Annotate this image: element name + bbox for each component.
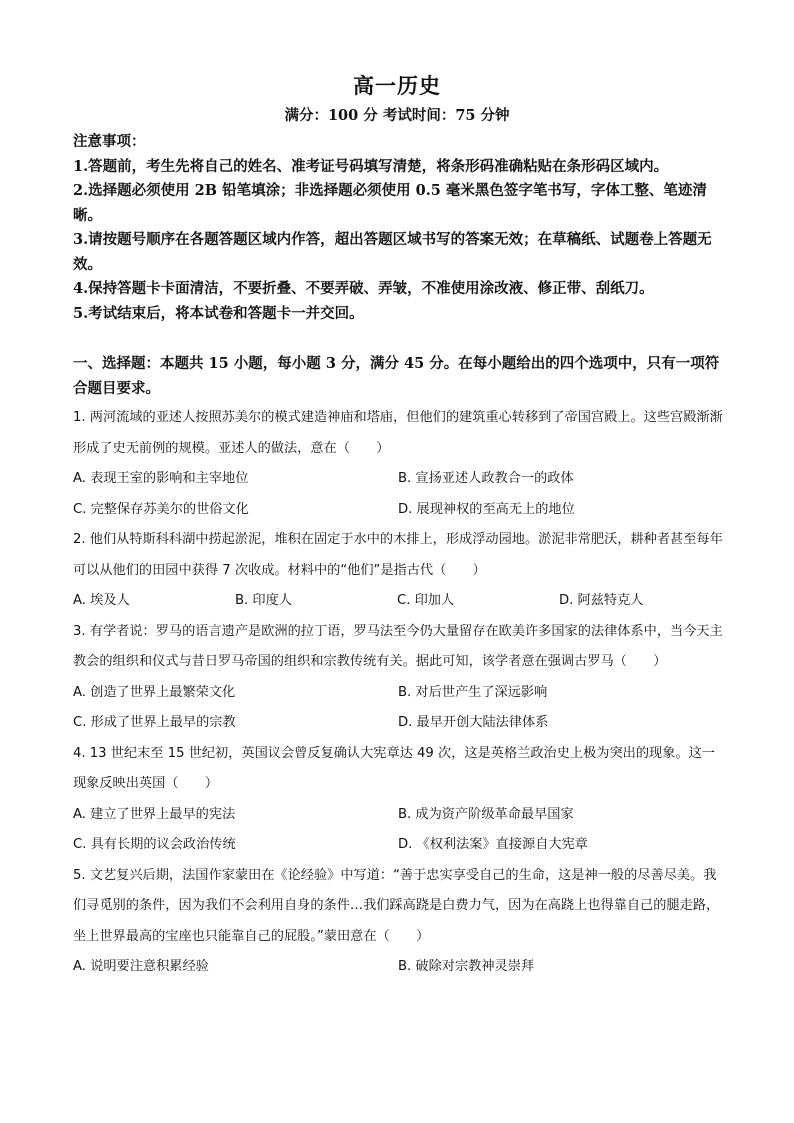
question-stem: 1. 两河流域的亚述人按照苏美尔的模式建造神庙和塔庙，但他们的建筑重心转移到了帝国宫殿上。这些宫殿渐渐形成了史无前例的规模。亚述人的做法，意在（ ） [73, 410, 723, 456]
question-stem: 4. 13 世纪末至 15 世纪初，英国议会曾反复确认大宪章达 49 次，这是英格兰政治史上极为突出的现象。这一现象反映出英国（ ） [73, 745, 715, 791]
note-item: 5.考试结束后，将本试卷和答题卡一并交回。 [73, 304, 364, 322]
questions-list [73, 403, 723, 983]
option-b: B. 破除对宗教神灵崇拜 [398, 959, 535, 974]
question-options [73, 800, 723, 861]
option-d: D. 阿兹特克人 [559, 593, 644, 608]
option-b: B. 印度人 [235, 593, 292, 608]
question-options [73, 464, 723, 525]
notes-block [73, 130, 723, 326]
page-title: 高一历史 [353, 73, 441, 98]
question-options [73, 952, 723, 983]
note-item: 3.请按题号顺序在各题答题区域内作答，超出答题区域书写的答案无效；在草稿纸、试题卷上答题无效。 [73, 231, 712, 273]
note-item: 4.保持答题卡卡面清洁，不要折叠、不要弄破、弄皱，不准使用涂改液、修正带、刮纸刀。 [73, 280, 654, 297]
option-c: C. 形成了世界上最早的宗教 [73, 715, 236, 730]
notes-heading: 注意事项： [73, 133, 146, 150]
question-3 [73, 617, 723, 739]
option-d: D. 展现神权的至高无上的地位 [398, 501, 575, 517]
option-a: A. 创造了世界上最繁荣文化 [73, 684, 236, 700]
option-a: A. 说明要注意积累经验 [73, 959, 209, 974]
option-a: A. 埃及人 [73, 593, 130, 608]
option-b: B. 对后世产生了深远影响 [398, 684, 548, 700]
note-item: 2.选择题必须使用 2B 铅笔填涂；非选择题必须使用 0.5 毫米黑色签字笔书写，字体工整、笔迹清晰。 [73, 182, 707, 224]
question-1 [73, 403, 723, 525]
option-d: D. 最早开创大陆法律体系 [398, 715, 549, 730]
question-options [73, 586, 723, 617]
question-5 [73, 861, 723, 983]
option-a: A. 建立了世界上最早的宪法 [73, 806, 236, 822]
option-c: C. 印加人 [397, 593, 455, 608]
question-4 [73, 739, 723, 861]
question-options [73, 678, 723, 739]
option-b: B. 宣扬亚述人政教合一的政体 [398, 471, 574, 486]
question-stem: 2. 他们从特斯科科湖中捞起淤泥，堆积在固定于水中的木排上，形成浮动园地。淤泥非常肥沃，耕种者甚至每年可以从他们的田园中获得 7 次收成。材料中的“他们”是指古代（ ） [73, 532, 723, 578]
question-stem: 3. 有学者说：罗马的语言遗产是欧洲的拉丁语，罗马法至今仍大量留存在欧美许多国家的法律体系中，当今天主教会的组织和仪式与昔日罗马帝国的组织和宗教传统有关。据此可知，该学者意在强调古罗马（ ） [73, 623, 723, 669]
option-a: A. 表现王室的影响和主宰地位 [73, 471, 249, 486]
option-d: D. 《权利法案》直接源自大宪章 [398, 837, 588, 852]
note-item: 1.答题前，考生先将自己的姓名、准考证号码填写清楚，将条形码准确粘贴在条形码区域内。 [73, 157, 669, 175]
option-b: B. 成为资产阶级革命最早国家 [398, 806, 574, 822]
exam-info: 满分：100 分 考试时间：75 分钟 [284, 107, 510, 124]
question-stem: 5. 文艺复兴后期，法国作家蒙田在《论经验》中写道：“善于忠实享受自己的生命，这是神一般的尽善尽美。我们寻觅别的条件，因为我们不会利用自身的条件…我们踩高跷是白费力气，因为在高跷上也得靠自己的腿走路，坐上世界最高的宝座也只能靠自己的屁股。”蒙田意在（ ） [73, 867, 720, 944]
section-heading: 一、选择题：本题共 15 小题，每小题 3 分，满分 45 分。在每小题给出的四个选项中，只有一项符合题目要求。 [73, 355, 720, 397]
question-2 [73, 525, 723, 617]
option-c: C. 完整保存苏美尔的世俗文化 [73, 501, 249, 517]
option-c: C. 具有长期的议会政治传统 [73, 837, 236, 852]
